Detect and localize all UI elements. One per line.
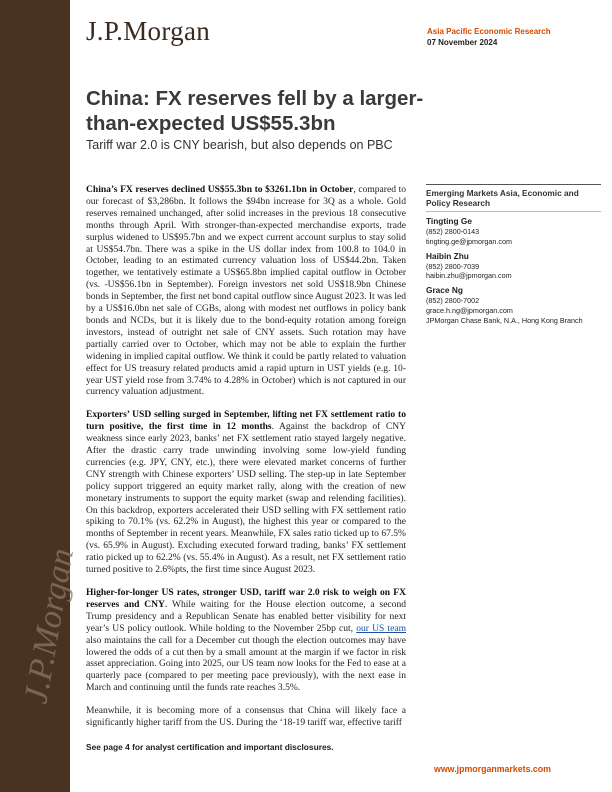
analyst-card — [426, 216, 601, 247]
analyst-phone: (852) 2800-0143 — [426, 227, 480, 236]
research-section: Asia Pacific Economic Research — [427, 27, 551, 36]
analyst-email[interactable]: tingting.ge@jpmorgan.com — [426, 236, 513, 246]
page-title: China: FX reserves fell by a larger-than-expected US$55.3bn — [86, 87, 424, 135]
analyst-name: Haibin Zhu — [426, 250, 469, 261]
paragraph-fx-settlement — [86, 409, 406, 576]
disclosure-note: See page 4 for analyst certification and important disclosures. — [86, 742, 334, 752]
analyst-contacts — [426, 184, 601, 326]
paragraph-lead: Higher-for-longer US rates, stronger USD, tariff war 2.0 risk to weigh on FX reserves and CNY — [86, 587, 406, 610]
analyst-name: Grace Ng — [426, 285, 463, 296]
analyst-phone: (852) 2800-7002 — [426, 296, 480, 306]
analyst-phone: (852) 2800-7039 — [426, 261, 480, 271]
jpmorgan-logo: J.P.Morgan — [86, 16, 211, 46]
paragraph-fx-reserves — [86, 184, 406, 398]
paragraph-lead: Exporters’ USD selling surged in September, lifting net FX settlement ratio to turn positive, the first time in 12 months — [86, 409, 406, 433]
sidebar-band — [0, 0, 82, 792]
paragraph-text: . While waiting for the House election outcome, a second Trump presidency and a Republican Senate has enabled better visibility for next year’s US policy outlook. While holding to the November 25bp cut, — [86, 598, 406, 634]
report-header — [427, 26, 551, 48]
research-group-title: Emerging Markets Asia, Economic and Policy Research — [426, 184, 601, 212]
us-team-link[interactable]: our US team — [356, 622, 406, 634]
analyst-email[interactable]: grace.h.ng@jpmorgan.com — [426, 305, 513, 315]
paragraph-us-rates — [86, 587, 406, 694]
analyst-entity: JPMorgan Chase Bank, N.A., Hong Kong Branch — [426, 315, 583, 325]
paragraph-text: Meanwhile, it is becoming more of a consensus that China will likely face a significantly higher tariff from the US. During the ‘18-19 tariff war, effective tariff — [86, 705, 406, 729]
paragraph-tariff — [86, 705, 406, 729]
jpmorgan-watermark-logo — [6, 520, 82, 710]
analyst-email[interactable]: haibin.zhu@jpmorgan.com — [426, 271, 512, 281]
report-body — [86, 184, 406, 740]
publication-date: 07 November 2024 — [427, 38, 498, 47]
page-subtitle: Tariff war 2.0 is CNY bearish, but also depends on PBC — [86, 138, 393, 152]
paragraph-lead: China’s FX reserves declined US$55.3bn to $3261.1bn in October — [86, 184, 354, 195]
watermark-text: J.P.Morgan — [17, 545, 82, 707]
analyst-card — [426, 285, 601, 325]
footer-website-link[interactable]: www.jpmorganmarkets.com — [434, 764, 551, 774]
analyst-name: Tingting Ge — [426, 216, 472, 226]
paragraph-text: also maintains the call for a December cut though the election outcomes may have lowered the odds of a cut then by a small amount at the margin if we factor in risk asset appreciation. Going into 2025, our US team now looks for the Fed to ease at a quarterly pace (compared to per meeting pace previously), with the next ease in March and continuing until the funds rate reaches 3.5%. — [86, 634, 406, 694]
analyst-card — [426, 251, 601, 282]
paragraph-text: . Against the backdrop of CNY weakness since early 2023, banks’ net FX settlement ratio stayed largely negative. After the drastic carry trade unwinding involving some low-yield funding currencies (e.g. JPY, CNY, etc.), there were elevated market concerns of further CNY strength with Chinese exporters’ USD selling. The step-up in late September policy support triggered an equity market rally, along with the creation of new monetary instruments to support the equity market (swap and relending facilities). On this backdrop, exporters accelerated their USD selling with FX settlement ratio spiking to 70.1% (vs. 62.2% in August), the highest this year or compared to the months of September in recent years. Meanwhile, FX sales ratio ticked up to 67.5% (vs. 65.9% in August). Excluding executed forward trading, banks’ FX settlement ratio picked up to 62.2% (vs. 55.4% in August). As a result, net FX settlement ratio turned positive to 2.6%pts, the first time since August 2023. — [86, 421, 406, 576]
paragraph-text: , compared to our forecast of $3,286bn. It follows the $94bn increase for 3Q as a whole. Gold reserves remained unchanged, after solid increases in the previous 18 consecutive months through April. With stronger-than-expected merchandise exports, trade surplus widened to US$95.7bn and we expect current account surplus to stay solid at US$54.7bn. There was a spike in the US dollar index from 100.8 to 104.0 in October, leading to an estimated currency valuation loss of US$44.2bn. Taken together, we tentatively estimate a US$65.8bn implied capital outflow in October (vs. -US$56.1bn in September). Foreign investors net sold US$18.9bn Chinese bonds in September, the first net bond capital outflow since August 2023. It was led by a US$16.0bn net sale of CGBs, along with modest net outflows in policy bank bonds and NCDs, but it is likely due to the bond-equity rotation among foreign investors, instead of outright net sale of CNY assets. Such rotation may have partially carried over to October, which may not be able to explain the further widening in implied capital outflow. We think it could be partly related to valuation effect for US treasury related products amid a rapid upturn in UST yields (e.g. 10-year UST yield rose from 3.74% to 4.28% in October) which is not captured in our currency valuation adjustment. — [86, 184, 406, 398]
